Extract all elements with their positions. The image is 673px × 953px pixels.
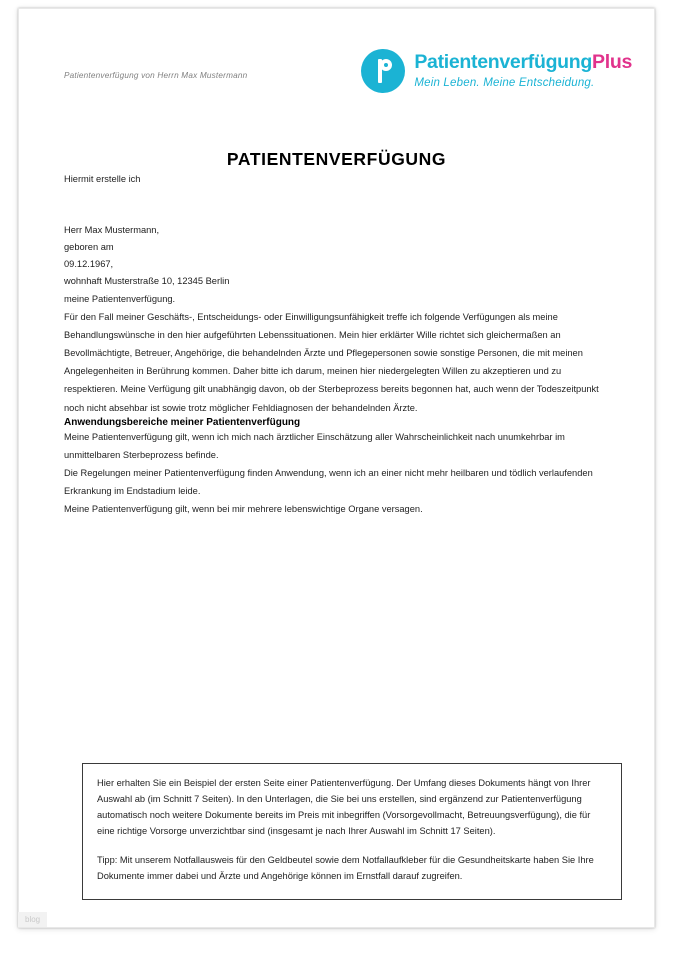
section-paragraph-3: Meine Patientenverfügung gilt, wenn bei mir mehrere lebenswichtige Organe versagen.: [64, 504, 423, 515]
watermark-label: blog: [18, 912, 47, 927]
person-name: Herr Max Mustermann,: [64, 225, 160, 236]
brand-title-part2: Plus: [592, 51, 632, 73]
brand-slogan: Mein Leben. Meine Entscheidung.: [414, 76, 595, 89]
circle-p-logo-icon: [361, 49, 405, 93]
person-birth-date: 09.12.1967,: [64, 258, 114, 269]
main-paragraph: Für den Fall meiner Geschäfts-, Entscheidungs- oder Einwilligungsunfähigkeit treffe ich folgende Verfügungen als meine Behandlungswünsche in den hier aufgeführten Lebenssituationen. Mein hier erklärter Wille richtet sich gleichermaßen an Bevollmächtigte, Betreuer, Angehörige, die behandelnden Ärzte und Pflegepersonen sowie sonstige Personen, die mit meinen Angelegenheiten in Berührung kommen. Daher bitte ich darum, meinen hier niedergelegten Willen zu akzeptieren und zu respektieren. Meine Verfügung gilt unabhängig davon, ob der Sterbeprozess bereits begonnen hat, auch wenn der Todeszeitpunkt noch nicht absehbar ist sowie trotz möglicher Fehldiagnosen der behandelnden Ärzte.: [64, 311, 599, 413]
document-header: [19, 49, 654, 109]
person-birth-label: geboren am: [64, 242, 114, 253]
note-paragraph-1: Hier erhalten Sie ein Beispiel der ersten Seite einer Patientenverfügung. Der Umfang dieses Dokuments hängt von Ihrer Auswahl ab (im Schnitt 7 Seiten). In den Unterlagen, die Sie bei uns erstellen, sind ergänzend zur Patientenverfügung automatisch noch weitere Dokumente bereits im Preis mit inbegriffen (Vorsorgevollmacht, Betreuungsverfügung), die für eine richtige Vorsorge unverzichtbar sind (insgesamt je nach Ihrer Auswahl im Schnitt 17 Seiten).: [97, 778, 591, 836]
intro-line: Hiermit erstelle ich: [64, 174, 141, 184]
subject-line: meine Patientenverfügung.: [64, 293, 176, 304]
section-paragraph-1: Meine Patientenverfügung gilt, wenn ich mich nach ärztlicher Einschätzung aller Wahrscheinlichkeit nach unumkehrbar im unmittelbaren Sterbeprozess befinde.: [64, 431, 565, 460]
section-paragraph-2: Die Regelungen meiner Patientenverfügung finden Anwendung, wenn ich an einer nicht mehr heilbaren und tödlich verlaufenden Erkrankung im Endstadium leide.: [64, 467, 593, 496]
document-reference-line: Patientenverfügung von Herrn Max Mustermann: [64, 71, 248, 80]
brand-title: [414, 53, 632, 73]
document-body: [64, 149, 609, 518]
person-address: wohnhaft Musterstraße 10, 12345 Berlin: [64, 275, 230, 286]
page-title: PATIENTENVERFÜGUNG: [226, 149, 447, 169]
person-block: [64, 222, 609, 290]
brand-title-part1: Patientenverfügung: [414, 51, 593, 73]
brand-logo: [361, 49, 632, 93]
document-page: [18, 8, 655, 928]
note-paragraph-2: Tipp: Mit unserem Notfallausweis für den Geldbeutel sowie dem Notfallaufkleber für die Gesundheitskarte haben Sie Ihre Dokumente immer dabei und Ärzte und Angehörige können im Ernstfall darauf zugreifen.: [97, 854, 594, 881]
section-title-anwendungsbereiche: Anwendungsbereiche meiner Patientenverfügung: [64, 416, 301, 428]
info-note-box: [82, 763, 622, 900]
